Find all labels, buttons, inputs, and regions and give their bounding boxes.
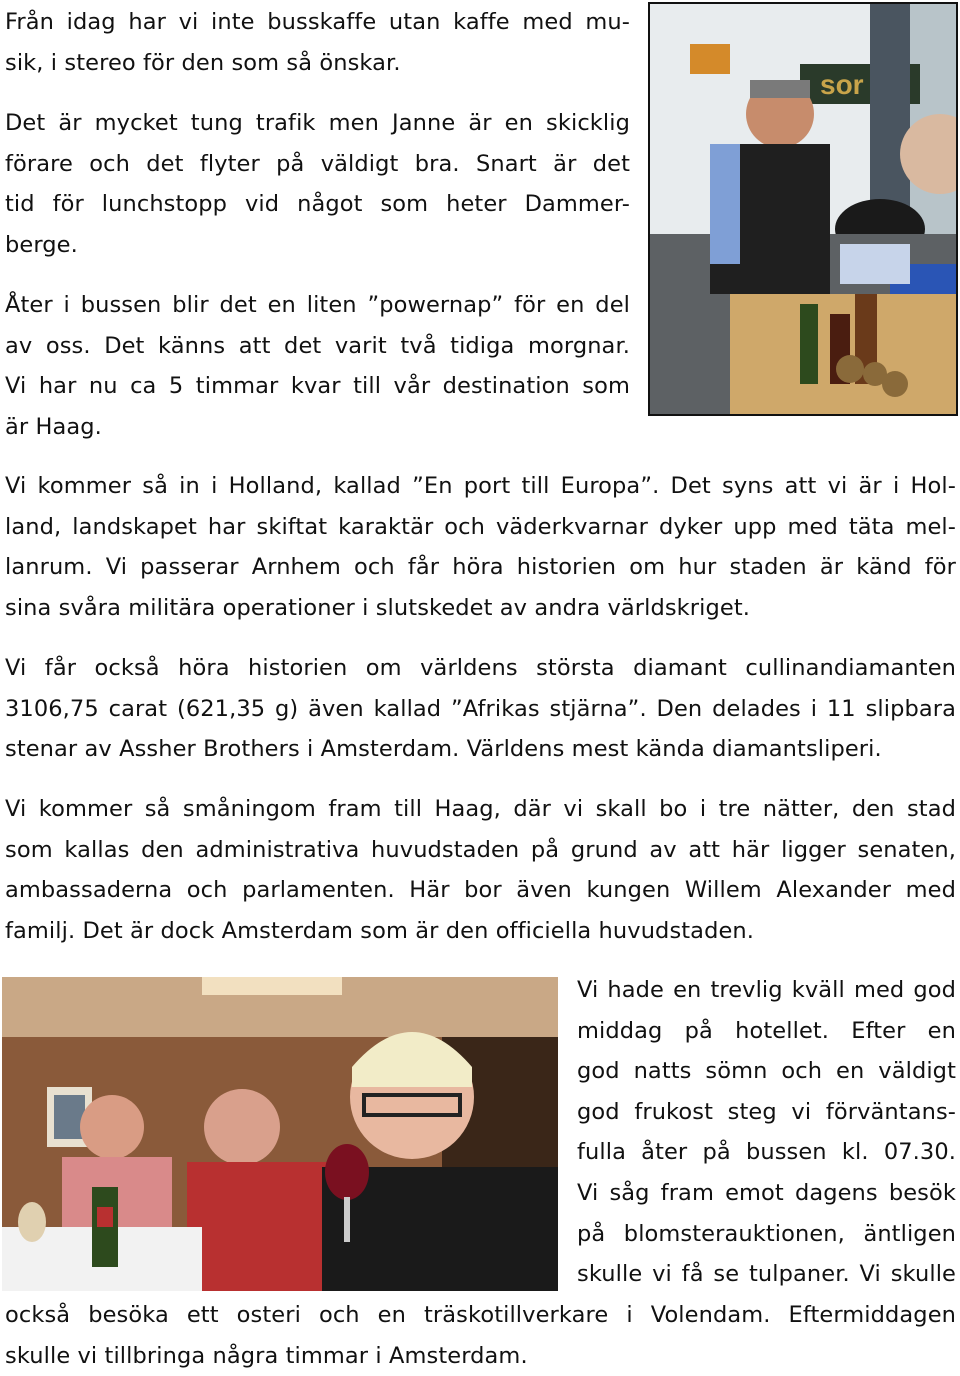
text-line: Vi kommer så in i Holland, kallad ”En port till Europa”. Det syns att vi är i Hol- [5,473,956,499]
text-line: lanrum. Vi passerar Arnhem och får höra historien om hur staden är känd för [5,554,956,581]
text-line: middag på hotellet. Efter en [577,1017,956,1044]
paragraph-2 [5,103,630,265]
bus-photo [648,2,958,416]
paragraph-4 [5,466,956,628]
text-line: skulle vi tillbringa några timmar i Amsterdam. [5,1342,528,1369]
text-line: av oss. Det känns att det varit två tidiga morgnar. [5,332,630,359]
text-line: förare och det flyter på väldigt bra. Snart är det [5,150,630,177]
paragraph-5 [5,648,956,770]
text-line: skulle vi få se tulpaner. Vi skulle [577,1261,956,1288]
text-line: sina svåra militära operationer i slutskedet av andra världskriget. [5,594,751,621]
text-line: land, landskapet har skiftat karaktär och väderkvarnar dyker upp med täta mel- [5,513,956,540]
text-line: fulla åter på bussen kl. 07.30. [577,1139,956,1166]
paragraph-7 [577,970,956,1295]
text-line: Vi har nu ca 5 timmar kvar till vår destination som [5,373,630,400]
text-line: stenar av Assher Brothers i Amsterdam. Världens mest kända diamantsliperi. [5,736,882,763]
paragraph-6 [5,789,956,951]
text-line: 3106,75 carat (621,35 g) även kallad ”Afrikas stjärna”. Den delades i 11 slipbara [5,695,956,722]
text-line: Vi får också höra historien om världens största diamant cullinandiamanten [5,655,956,681]
text-line: Vi såg fram emot dagens besök [577,1179,956,1206]
paragraph-3 [5,285,630,447]
text-line: familj. Det är dock Amsterdam som är den officiella huvudstaden. [5,917,755,944]
text-line: Vi kommer så småningom fram till Haag, där vi skall bo i tre nätter, den stad [5,796,956,822]
svg-text:sor: sor [820,69,864,100]
text-line: Vi hade en trevlig kväll med god [577,977,956,1003]
dinner-photo-image [2,977,558,1291]
text-line: som kallas den administrativa huvudstaden på grund av att här ligger senaten, [5,836,956,863]
text-line: god frukost steg vi förväntans- [577,1098,956,1125]
text-line: ambassaderna och parlamenten. Här bor även kungen Willem Alexander med [5,877,956,904]
text-line: på blomsterauktionen, äntligen [577,1220,956,1247]
text-line: är Haag. [5,413,102,440]
text-line: Det är mycket tung trafik men Janne är en skicklig [5,110,630,136]
text-line: också besöka ett osteri och en träskotillverkare i Volendam. Eftermiddagen [5,1302,956,1328]
paragraph-1 [5,2,630,83]
text-line: god natts sömn och en väldigt [577,1058,956,1085]
paragraph-8 [5,1295,956,1376]
text-line: Åter i bussen blir det en liten ”powernap” för en del [5,292,630,318]
text-line: tid för lunchstopp vid något som heter Dammer- [5,191,630,218]
text-line: sik, i stereo för den som så önskar. [5,49,401,76]
dinner-photo [2,977,558,1291]
text-line: Från idag har vi inte busskaffe utan kaffe med mu- [5,9,630,35]
text-line: berge. [5,231,78,258]
bus-photo-image [650,4,956,414]
